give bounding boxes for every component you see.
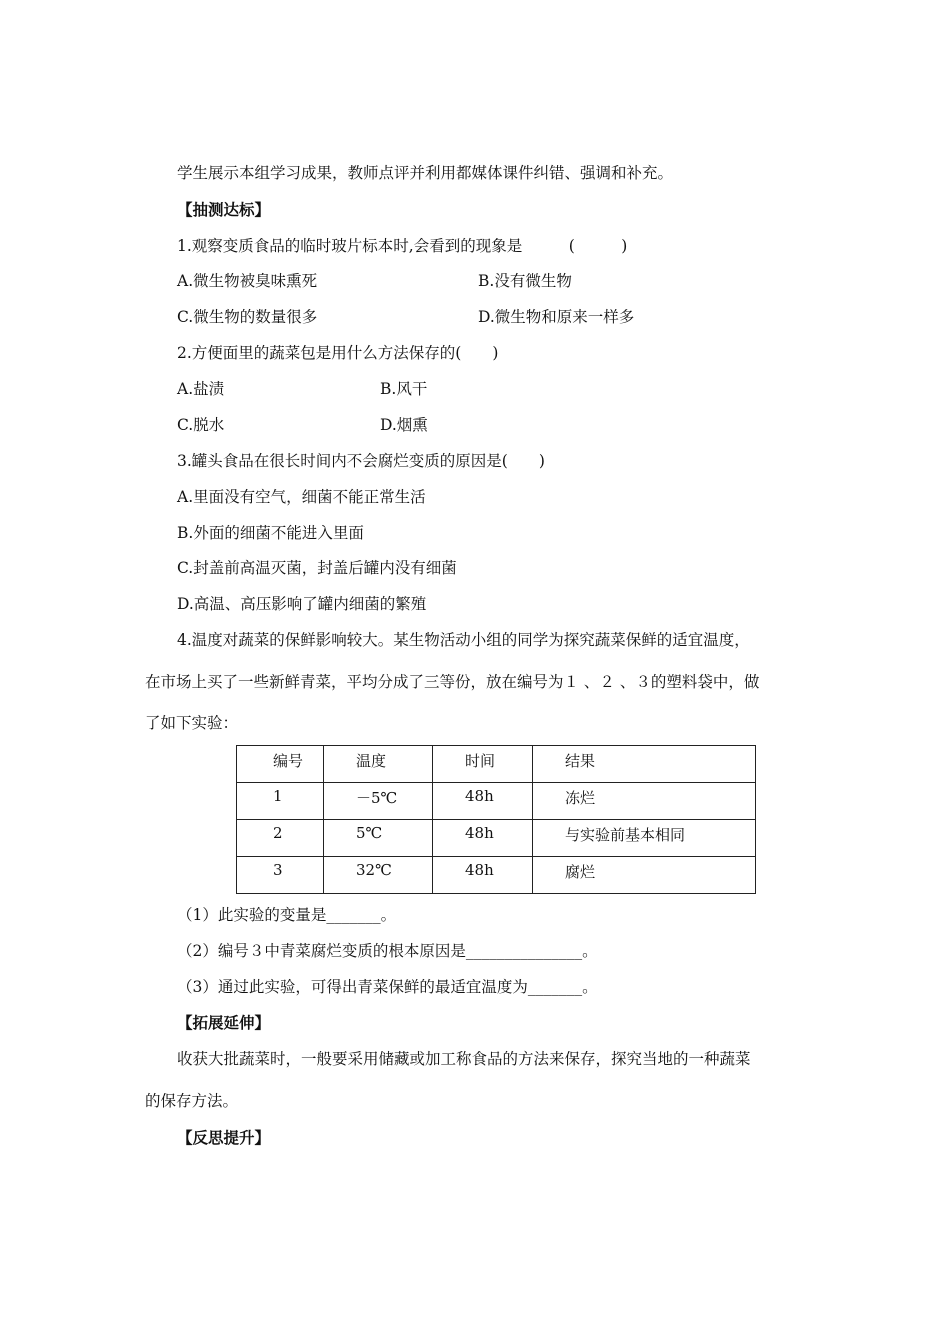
question-3-option-a: A.里面没有空气，细菌不能正常生活 bbox=[177, 488, 426, 506]
table-header: 时间 bbox=[433, 746, 533, 783]
question-4-sub-1: （1）此实验的变量是_______。 bbox=[177, 906, 397, 924]
question-1-option-d: D.微生物和原来一样多 bbox=[478, 308, 635, 326]
question-1-option-c: C.微生物的数量很多 bbox=[177, 308, 318, 326]
table-cell: 48h bbox=[433, 783, 533, 820]
question-2-stem: 2.方便面里的蔬菜包是用什么方法保存的( ) bbox=[177, 344, 499, 362]
experiment-table bbox=[236, 745, 756, 894]
question-2-option-b: B.风干 bbox=[380, 380, 428, 398]
extend-line-2: 的保存方法。 bbox=[145, 1092, 239, 1110]
table-header: 结果 bbox=[533, 746, 756, 783]
question-4-line-1: 4.温度对蔬菜的保鲜影响较大。某生物活动小组的同学为探究蔬菜保鲜的适宜温度， bbox=[177, 631, 750, 649]
question-3-option-b: B.外面的细菌不能进入里面 bbox=[177, 524, 364, 542]
question-1-option-b: B.没有微生物 bbox=[478, 272, 572, 290]
table-cell: 1 bbox=[237, 783, 324, 820]
section-heading-extend: 【拓展延伸】 bbox=[177, 1013, 271, 1032]
extend-line-1: 收获大批蔬菜时，一般要采用储藏或加工称食品的方法来保存，探究当地的一种蔬菜 bbox=[177, 1050, 751, 1068]
table-cell: 32℃ bbox=[324, 857, 433, 894]
question-4-sub-3: （3）通过此实验，可得出青菜保鲜的最适宜温度为_______。 bbox=[177, 978, 598, 996]
table-header: 温度 bbox=[324, 746, 433, 783]
table-row bbox=[237, 857, 756, 894]
table-cell: 与实验前基本相同 bbox=[533, 820, 756, 857]
question-1-stem: 1.观察变质食品的临时玻片标本时,会看到的现象是 ( ) bbox=[177, 237, 628, 255]
table-cell: －5℃ bbox=[324, 783, 433, 820]
table-header-row bbox=[237, 746, 756, 783]
question-1-option-a: A.微生物被臭味熏死 bbox=[177, 272, 318, 290]
table-row bbox=[237, 783, 756, 820]
table-cell: 48h bbox=[433, 820, 533, 857]
table-cell: 冻烂 bbox=[533, 783, 756, 820]
question-3-option-d: D.高温、高压影响了罐内细菌的繁殖 bbox=[177, 595, 427, 613]
table-cell: 腐烂 bbox=[533, 857, 756, 894]
question-3-option-c: C.封盖前高温灭菌，封盖后罐内没有细菌 bbox=[177, 559, 457, 577]
section-heading-test: 【抽测达标】 bbox=[177, 200, 271, 219]
table-header: 编号 bbox=[237, 746, 324, 783]
table-cell: 48h bbox=[433, 857, 533, 894]
question-2-option-c: C.脱水 bbox=[177, 416, 225, 434]
table-cell: 2 bbox=[237, 820, 324, 857]
table-row bbox=[237, 820, 756, 857]
question-2-option-a: A.盐渍 bbox=[177, 380, 225, 398]
table-cell: 3 bbox=[237, 857, 324, 894]
question-4-line-3: 了如下实验： bbox=[145, 714, 239, 732]
question-4-sub-2: （2）编号３中青菜腐烂变质的根本原因是_______________。 bbox=[177, 942, 598, 960]
question-3-stem: 3.罐头食品在很长时间内不会腐烂变质的原因是( ) bbox=[177, 452, 545, 470]
question-2-option-d: D.烟熏 bbox=[380, 416, 428, 434]
question-4-line-2: 在市场上买了一些新鲜青菜，平均分成了三等份，放在编号为１ 、２ 、３的塑料袋中，做 bbox=[145, 673, 760, 691]
intro-text: 学生展示本组学习成果，教师点评并利用都媒体课件纠错、强调和补充。 bbox=[177, 164, 674, 182]
table-cell: 5℃ bbox=[324, 820, 433, 857]
section-heading-reflect: 【反思提升】 bbox=[177, 1128, 271, 1147]
